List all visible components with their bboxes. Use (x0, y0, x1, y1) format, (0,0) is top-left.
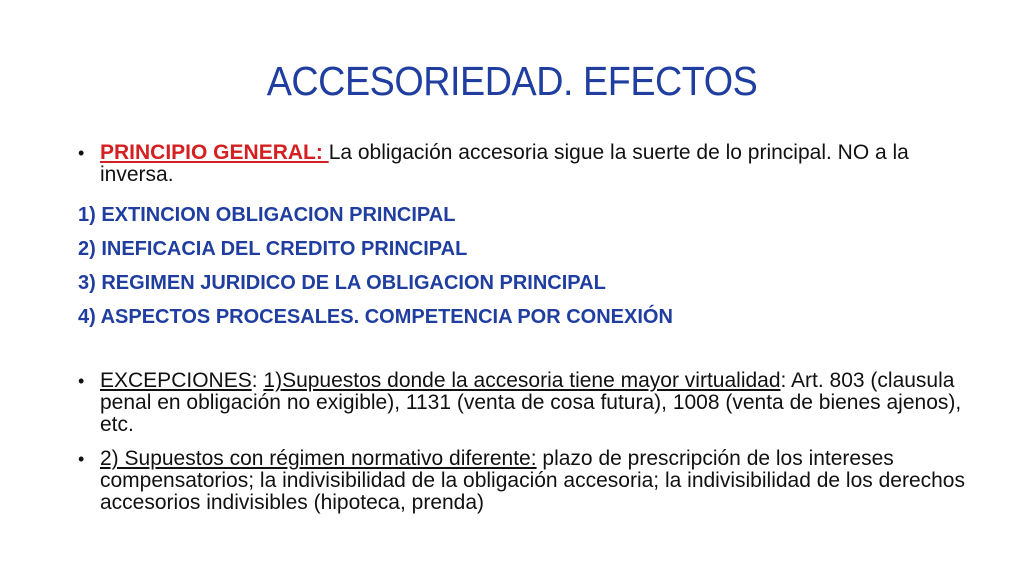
item-ineficacia: 2) INEFICACIA DEL CREDITO PRINCIPAL (78, 238, 468, 260)
excepciones-text: : Art. 803 (clausula penal en obligación no exigible), 1131 (venta de cosa futura), 1008 (venta de bienes ajenos), etc. (100, 369, 962, 436)
principio-general-text: La obligación accesoria sigue la suerte de lo principal. NO a la inversa. (100, 141, 909, 186)
supuestos-2-label: 2) Supuestos con régimen normativo diferente: (100, 447, 537, 470)
supuestos-2-text: plazo de prescripción de los intereses compensatorios; la indivisibilidad de la obligación accesoria; la indivisibilidad de los derechos accesorios indivisibles (hipoteca, prenda) (100, 447, 965, 514)
excepciones-sep: : (251, 369, 264, 392)
bullet-supuestos-2 (78, 448, 978, 514)
slide-content (78, 142, 978, 514)
item-extincion: 1) EXTINCION OBLIGACION PRINCIPAL (78, 204, 456, 226)
bullet-dot-icon: • (78, 371, 85, 391)
bullet-principio-general (78, 142, 978, 186)
bullet-dot-icon: • (78, 449, 85, 469)
bullet-dot-icon: • (78, 143, 85, 163)
excepciones-sub-label: 1)Supuestos donde la accesoria tiene mayor virtualidad (263, 369, 781, 392)
item-aspectos-procesales: 4) ASPECTOS PROCESALES. COMPETENCIA POR CONEXIÓN (78, 306, 673, 328)
slide-title: ACCESORIEDAD. EFECTOS (266, 58, 758, 104)
excepciones-label: EXCEPCIONES (100, 369, 252, 392)
principio-general-label: PRINCIPIO GENERAL: (100, 141, 329, 164)
item-regimen-juridico: 3) REGIMEN JURIDICO DE LA OBLIGACION PRINCIPAL (78, 272, 606, 294)
bullet-excepciones (78, 370, 978, 436)
